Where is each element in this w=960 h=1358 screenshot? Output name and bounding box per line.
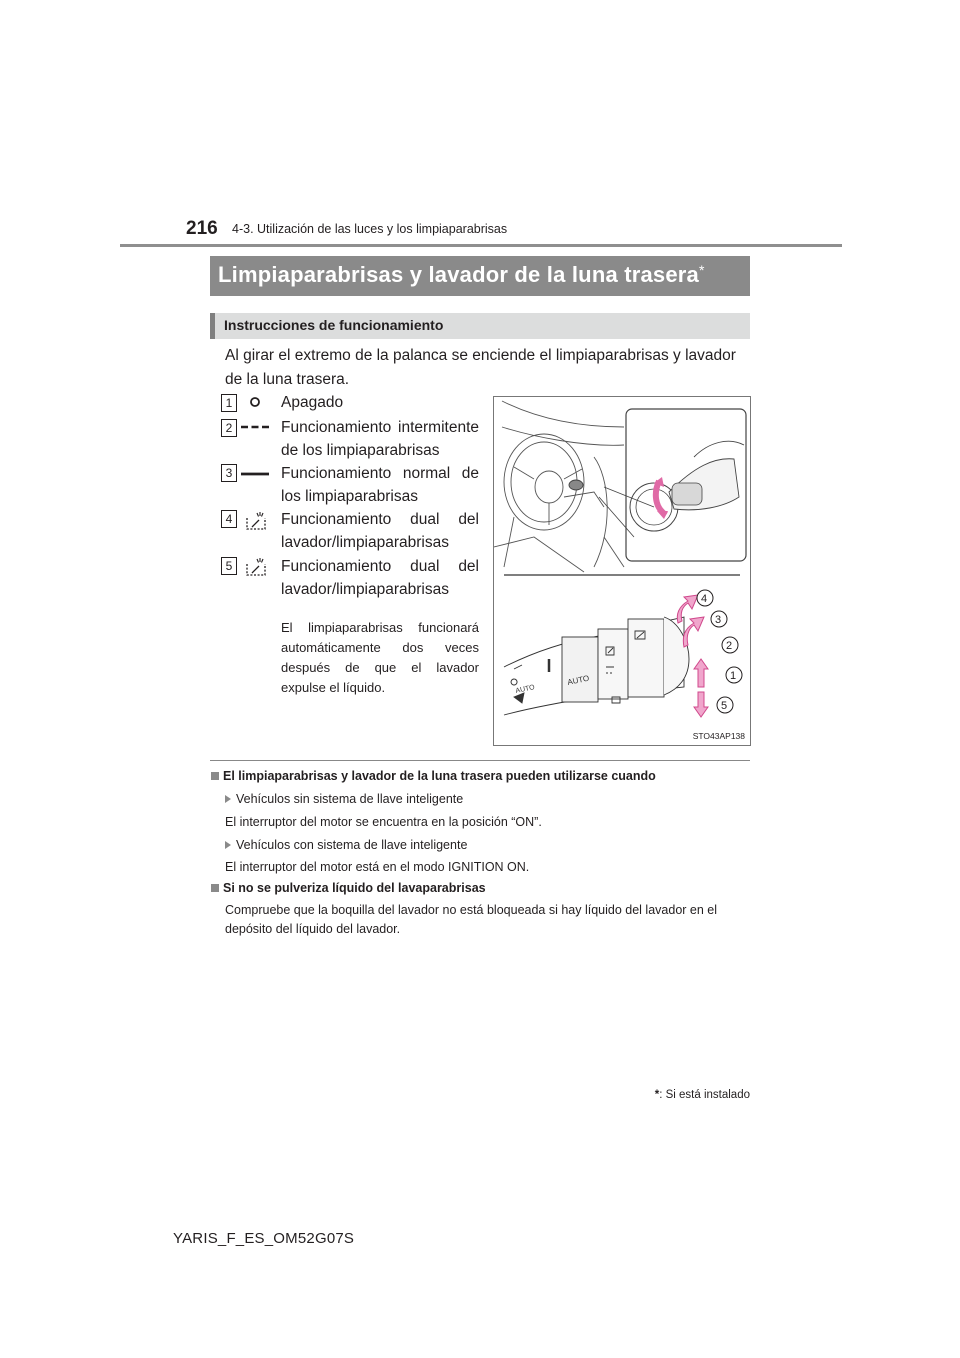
footnote	[655, 1089, 750, 1101]
note-body: El interruptor del motor está en el modo IGNITION ON.	[225, 860, 530, 874]
mode-label: Funcionamiento dual del lavador/limpiaparabrisas	[281, 511, 479, 551]
footnote-text: : Si está instalado	[659, 1089, 750, 1101]
mode-number: 5	[221, 557, 237, 575]
callout-3: 3	[715, 614, 722, 626]
lever-closeup-inset	[599, 409, 746, 561]
dashed-line-icon	[240, 422, 270, 432]
callout-2: 2	[726, 640, 733, 652]
solid-line-icon	[240, 469, 270, 479]
square-bullet-icon	[211, 884, 219, 892]
rear-washer-icon	[244, 509, 268, 531]
callout-1: 1	[730, 670, 737, 682]
wiper-lever-figure	[493, 396, 751, 746]
callout-4: 4	[701, 593, 708, 605]
bullet-text: Vehículos con sistema de llave inteligente	[236, 838, 468, 852]
mode-number: 2	[221, 419, 237, 437]
page-title-text: Limpiaparabrisas y lavador de la luna trasera	[218, 262, 699, 287]
lever-detail	[504, 617, 689, 715]
title-bar	[210, 256, 750, 296]
figure-illustration	[494, 397, 750, 745]
note-body: Compruebe que la boquilla del lavador no está bloqueada si hay líquido del lavador en el depósito del líquido del lavador.	[225, 903, 718, 936]
page-title	[218, 262, 705, 288]
separator-rule	[210, 760, 750, 761]
section-header: 4-3. Utilización de las luces y los limpiaparabrisas	[232, 222, 508, 236]
mode-number: 4	[221, 510, 237, 528]
mode-number: 1	[221, 394, 237, 412]
note-heading	[211, 769, 656, 783]
mode-label: Funcionamiento normal de los limpiaparabrisas	[281, 465, 479, 505]
arrow-bullet-icon	[225, 841, 231, 849]
mode-number: 3	[221, 464, 237, 482]
square-bullet-icon	[211, 772, 219, 780]
header-rule	[120, 244, 842, 247]
callout-5: 5	[721, 700, 728, 712]
mode-label: Apagado	[281, 394, 344, 411]
switch-label-auto: AUTO	[566, 673, 591, 687]
rear-washer-icon	[244, 555, 268, 577]
mode-label: Funcionamiento dual del lavador/limpiaparabrisas	[281, 558, 479, 598]
subsection-title: Instrucciones de funcionamiento	[224, 317, 444, 333]
bullet-item	[225, 790, 755, 809]
note-heading-text: El limpiaparabrisas y lavador de la luna trasera pueden utilizarse cuando	[223, 769, 656, 783]
figure-code: STO43AP138	[692, 731, 745, 741]
bullet-item	[225, 836, 755, 855]
note-heading-text: Si no se pulveriza líquido del lavaparabrisas	[223, 881, 486, 895]
document-code: YARIS_F_ES_OM52G07S	[173, 1230, 355, 1247]
page-number: 216	[186, 218, 218, 239]
title-asterisk: *	[699, 262, 705, 278]
note-body: El interruptor del motor se encuentra en la posición “ON”.	[225, 815, 542, 829]
off-circle-icon	[246, 393, 264, 411]
dashboard-illustration	[494, 401, 624, 572]
mode-label: Funcionamiento intermitente de los limpiaparabrisas	[281, 419, 479, 459]
subsection-accent	[210, 313, 215, 339]
subsection-bar	[210, 313, 750, 339]
bullet-text: Vehículos sin sistema de llave inteligente	[236, 792, 464, 806]
intro-text: Al girar el extremo de la palanca se enciende el limpiaparabrisas y lavador de la luna trasera.	[225, 347, 736, 388]
arrow-bullet-icon	[225, 795, 231, 803]
switch-label-auto-left: AUTO	[514, 684, 536, 695]
note-heading	[211, 881, 486, 895]
footnote-symbol: *	[654, 1089, 660, 1101]
mode5-note: El limpiaparabrisas funcionará automáticamente dos veces después de que el lavador expulse el líquido.	[281, 620, 479, 695]
